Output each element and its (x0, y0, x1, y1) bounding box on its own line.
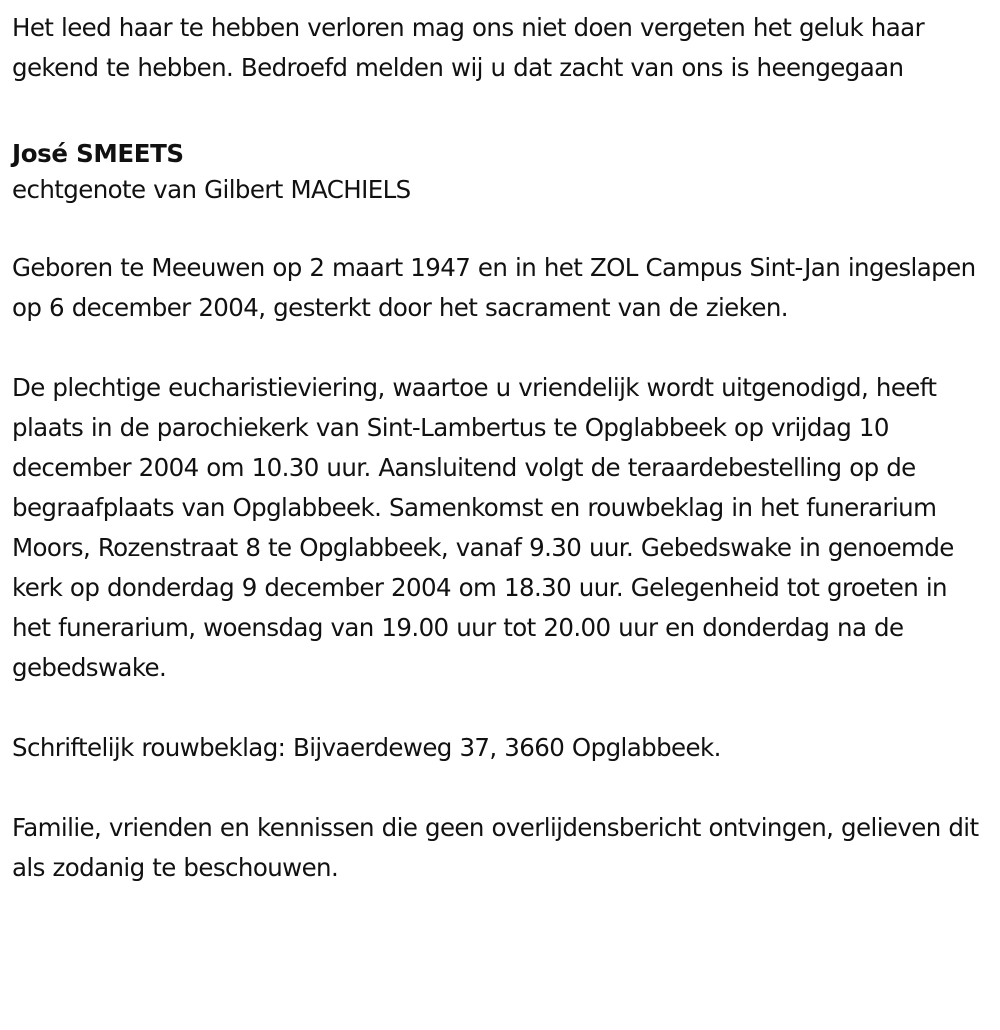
condolence-address: Schriftelijk rouwbeklag: Bijvaerdeweg 37, 3660 Opglabbeek. (12, 733, 721, 762)
spouse-line: echtgenote van Gilbert MACHIELS (12, 175, 411, 204)
birth-death-paragraph: Geboren te Meeuwen op 2 maart 1947 en in het ZOL Campus Sint-Jan ingeslapen op 6 december 2004, gesterkt door het sacrament van de zieken. (12, 253, 976, 322)
spacer (12, 768, 988, 808)
spacer (12, 208, 988, 248)
closing-paragraph: Familie, vrienden en kennissen die geen overlijdensbericht ontvingen, gelieven dit als zodanig te beschouwen. (12, 813, 979, 882)
deceased-name: José SMEETS (12, 139, 184, 168)
spacer (12, 688, 988, 728)
ceremony-paragraph: De plechtige eucharistieviering, waartoe u vriendelijk wordt uitgenodigd, heeft plaats in de parochiekerk van Sint-Lambertus te Opglabbeek op vrijdag 10 december 2004 om 10.30 uur. Aansluitend volgt de teraardebestelling op de begraafplaats van Opglabbeek. Samenkomst en rouwbeklag in het funerarium Moors, Rozenstraat 8 te Opglabbeek, vanaf 9.30 uur. Gebedswake in genoemde kerk op donderdag 9 december 2004 om 18.30 uur. Gelegenheid tot groeten in het funerarium, woensdag van 19.00 uur tot 20.00 uur en donderdag na de gebedswake. (12, 373, 954, 682)
spacer (12, 328, 988, 368)
intro-paragraph: Het leed haar te hebben verloren mag ons niet doen vergeten het geluk haar gekend te hebben. Bedroefd melden wij u dat zacht van ons is heengegaan (12, 13, 925, 82)
spacer (12, 88, 988, 128)
